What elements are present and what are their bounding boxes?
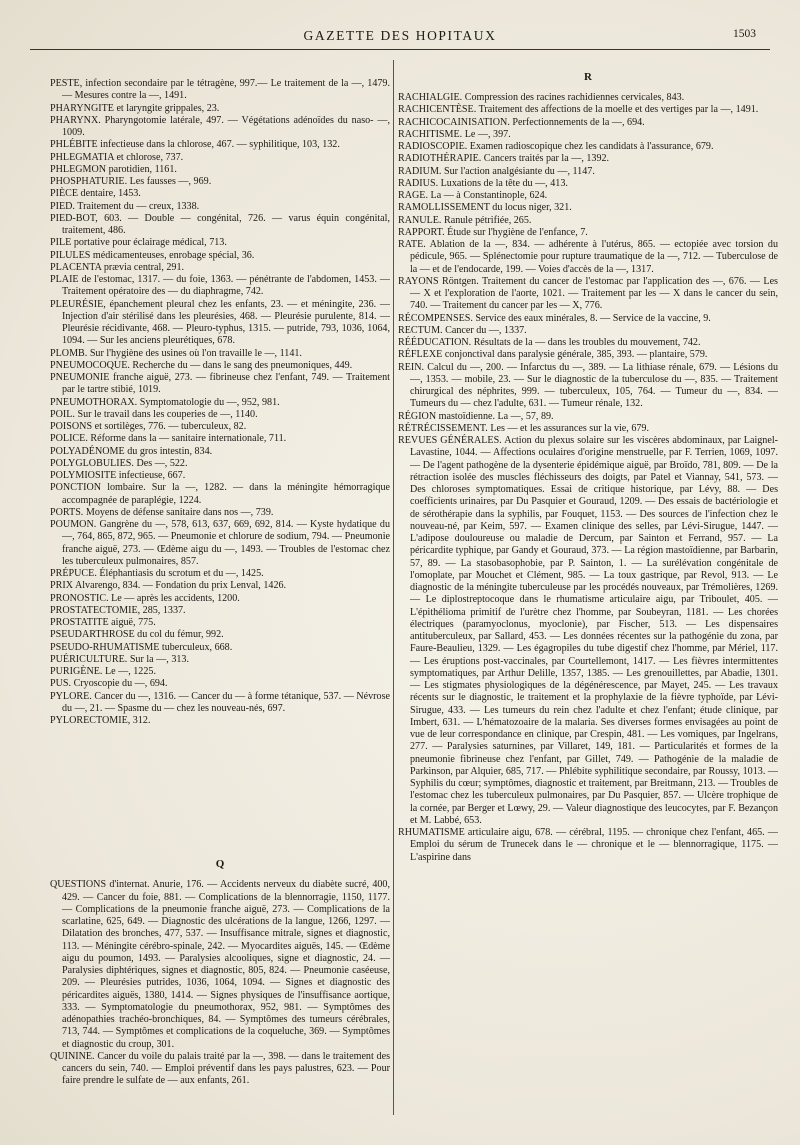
index-entry: PIÈCE dentaire, 1453. [50, 188, 141, 200]
column-divider [393, 60, 394, 1115]
index-entry: RAGE. La — à Constantinople, 624. [398, 190, 548, 201]
section-letter-r: R [584, 71, 592, 83]
index-entry: POUMON. Gangrène du —, 578, 613, 637, 669, 692, 814. — Kyste hydatique du —, 764, 865, 872, 965. — Pneumonie et chlorure de sodium, 794. — Pneumonie franche aiguë, 273. — Œdème aigu du —, 1493. — Troubles de l'estomac chez les tuberculeux pulmonaires, 857. [50, 519, 390, 567]
index-entry: POIL. Sur le travail dans les couperies de —, 1140. [50, 408, 258, 420]
page-header [30, 24, 770, 50]
index-entry: PONCTION lombaire. Sur la —, 1282. — dans la méningite hémorragique accompagnée de paraplégie, 1224. [50, 482, 390, 506]
index-entry: PUÉRICULTURE. Sur la —, 313. [50, 653, 189, 665]
left-column [50, 70, 390, 1127]
index-entry: RÉGION mastoïdienne. La —, 57, 89. [398, 410, 554, 422]
index-entry: PHARYNGITE et laryngite grippales, 23. [50, 102, 220, 114]
index-entry: RÉFLEXE conjonctival dans paralysie générale, 385, 393. — plantaire, 579. [398, 349, 708, 361]
index-entry: RAPPORT. Étude sur l'hygiène de l'enfance, 7. [398, 226, 588, 238]
index-entry: PHLÉBITE infectieuse dans la chlorose, 467. — syphilitique, 103, 132. [50, 139, 340, 151]
index-entry: PHOSPHATURIE. Les fausses —, 969. [50, 176, 212, 187]
index-entry: RAMOLLISSEMENT du locus niger, 321. [398, 202, 572, 214]
index-entry: PLEURÉSIE, épanchement pleural chez les enfants, 23. — et méningite, 236. — Injection d'air stérilisé dans les pleurésies, 468. — Pleurésie purulente, 814. — Pleurésie récidivante, 468. — Pleuro-typhus, 1315. — putride, 793, 1036, 1064, 1094. — Sur les anciens pleurétiques, 678. [50, 298, 390, 347]
index-entry: RATE. Ablation de la —, 834. — adhérente à l'utérus, 865. — ectopiée avec torsion du pédicule, 965. — Splénectomie pour rupture traumatique de la —, 712. — Tuberculose de la — et de l'endocarde, 199. — Voies d'accès de la —, 1317. [398, 239, 778, 275]
index-entry: PHARYNX. Pharyngotomie latérale, 497. — Végétations adénoïdes du naso- —, 1009. [50, 114, 390, 138]
index-entry: PLOMB. Sur l'hygiène des usines où l'on travaille le —, 1141. [50, 347, 302, 359]
index-entry: PURIGÈNE. Le —, 1225. [50, 666, 156, 677]
page-number: 1503 [733, 28, 756, 40]
index-entry: QUININE. Cancer du voile du palais traité par la —, 398. — dans le traitement des cancers du sein, 740. — Emploi préventif dans les pays palustres, 623. — Pour faire prendre le sulfate de — aux enfants, 261. [50, 1050, 390, 1087]
index-entry: RADIOTHÉRAPIE. Cancers traités par la —, 1392. [398, 153, 610, 165]
index-entry: PYLORECTOMIE, 312. [50, 715, 151, 726]
index-entry: PHLEGMATIA et chlorose, 737. [50, 151, 184, 163]
index-entry: POLYADÉNOME du gros intestin, 834. [50, 445, 213, 457]
index-entry: POLYGLOBULIES. Des —, 522. [50, 457, 188, 469]
section-letter-q: Q [215, 858, 225, 871]
index-entry: PIED. Traitement du — creux, 1338. [50, 200, 200, 212]
index-entry: RACHITISME. Le —, 397. [398, 128, 511, 140]
index-entry: RACHIALGIE. Compression des racines rachidiennes cervicales, 843. [398, 92, 685, 103]
index-entry: POLYMIOSITE infectieuse, 667. [50, 470, 186, 481]
index-entry: PRONOSTIC. Le — après les accidents, 1200. [50, 592, 240, 604]
index-entry: PNEUMONIE franche aiguë, 273. — fibrineuse chez l'enfant, 749. — Traitement par le tartre stibié, 1019. [50, 372, 390, 396]
index-entry: PRIX Alvarengo, 834. — Fondation du prix Lenval, 1426. [50, 580, 287, 592]
index-entry: RACHICOCAINISATION. Perfectionnements de la —, 694. [398, 116, 645, 128]
index-entry: PNEUMOCOQUE. Recherche du — dans le sang des pneumoniques, 449. [50, 359, 353, 371]
header-rule [30, 49, 770, 50]
index-entry: RÉÉDUCATION. Résultats de la — dans les troubles du mouvement, 742. [398, 337, 701, 348]
index-entry: QUESTIONS d'internat. Anurie, 176. — Accidents nerveux du diabète sucré, 400, 429. — Cancer du foie, 881. — Complications de la blennorragie, 1150, 1177. — Complications de la pneumonie franche aiguë, 273. — Complications de la scarlatine, 625, 649. — Diagnostic des ulcérations de la langue, 1266, 1297. — Dilatation des bronches, 477, 537. — Insuffisance mitrale, signes et diagnostic, 113. — Méningite cérébro-spinale, 242. — Myocardites aiguës, 145. — Œdème aigu du poumon, 1493. — Paralysies alcooliques, signe et diagnostic, 24. — Paralysies diphtériques, signes et diagnostic, 805, 824. — Pneumonie caséeuse, 209. — Pleurésies putrides, 1036, 1064, 1094. — Signes et diagnostic des péricardites aiguës, 1380, 1414. — Signes physiques de l'insuffisance aortique, 333. — Symptomatologie du pneumothorax, 952, 981. — Symptômes des adénopathies trachéo-bronchiques, 84. — Symptômes des tumeurs cérébrales, 713, 744. — Symptômes et complications de la coqueluche, 369. — Symptômes et diagnostic du croup, 301. [50, 879, 390, 1050]
index-entry: RÉCOMPENSES. Service des eaux minérales, 8. — Service de la vaccine, 9. [398, 312, 711, 324]
index-entry: PNEUMOTHORAX. Symptomatologie du —, 952, 981. [50, 396, 280, 408]
index-entry: PRÉPUCE. Éléphantiasis du scrotum et du —, 1425. [50, 568, 264, 579]
index-entry: PILE portative pour éclairage médical, 713. [50, 237, 227, 249]
index-entry: PESTE, infection secondaire par le tétragène, 997.— Le traitement de la —, 1479. — Mesures contre la —, 1491. [50, 78, 390, 102]
index-entry: POISONS et sortilèges, 776. — tuberculeux, 82. [50, 421, 247, 432]
index-entry: RADIUM. Sur l'action analgésiante du —, 1147. [398, 165, 595, 177]
right-column [398, 70, 778, 1127]
entries-p [50, 78, 390, 727]
index-entry: POLICE. Réforme dans la — sanitaire internationale, 711. [50, 433, 287, 445]
index-entry: RADIUS. Luxations de la tête du —, 413. [398, 177, 568, 189]
entries-q [50, 879, 390, 1087]
index-entry: RAYONS Röntgen. Traitement du cancer de l'estomac par l'application des —, 676. — Les — X et l'exploration de l'aorte, 1021. — Traitement par les — X dans le cancer du sein, 740. — Traitement du cancer par les — X, 776. [398, 275, 778, 312]
index-entry: PLACENTA prævia central, 291. [50, 261, 185, 273]
index-entry: PORTS. Moyens de défense sanitaire dans nos —, 739. [50, 506, 274, 518]
index-entry: RANULE. Ranule pétrifiée, 265. [398, 214, 532, 226]
index-entry: RÉTRÉCISSEMENT. Les — et les assurances sur la vie, 679. [398, 422, 649, 434]
index-entry: PIED-BOT, 603. — Double — congénital, 726. — varus équin congénital, traitement, 486. [50, 212, 390, 236]
index-entry: PILULES médicamenteuses, enrobage spécial, 36. [50, 249, 255, 261]
index-entry: PSEUDO-RHUMATISME tuberculeux, 668. [50, 641, 233, 653]
index-entry: RHUMATISME articulaire aigu, 678. — cérébral, 1195. — chronique chez l'enfant, 465. — Emploi du sérum de Trunecek dans le — chronique et le — blennorragique, 1175. — L'aspirine dans [398, 827, 778, 863]
index-entry: PHLEGMON parotidien, 1161. [50, 163, 177, 175]
index-entry: REIN. Calcul du —, 200. — Infarctus du —, 389. — La lithiase rénale, 679. — Lésions du —, 1353. — mobile, 23. — Sur le diagnostic de la tuberculose du —, 835. — Traitement chirurgical des néphrites, 999. — tuberculeux, 105, 764. — Tumeur du —, 834. — Tumeurs du — chez l'adulte, 631. — Tumeur rénale, 132. [398, 361, 778, 410]
index-entry: PUS. Cryoscopie du —, 694. [50, 678, 168, 690]
index-entry: PYLORE. Cancer du —, 1316. — Cancer du — à forme tétanique, 537. — Névrose du —, 21. — Spasme du — chez les nouveau-nés, 697. [50, 690, 390, 714]
index-entry: RADIOSCOPIE. Examen radioscopique chez les candidats à l'assurance, 679. [398, 141, 714, 152]
index-entry: PLAIE de l'estomac, 1317. — du foie, 1363. — pénétrante de l'abdomen, 1453. — Traitement opératoire des — du diaphragme, 742. [50, 274, 390, 298]
index-entry: PSEUDARTHROSE du col du fémur, 992. [50, 629, 224, 641]
index-entry: PROSTATITE aiguë, 775. [50, 617, 156, 628]
entries-r [398, 92, 778, 864]
journal-title: GAZETTE DES HOPITAUX [303, 28, 497, 43]
index-entry: REVUES GÉNÉRALES. Action du plexus solaire sur les viscères abdominaux, par Laignel-Lavastine, 1044. — Affections oculaires d'origine menstruelle, par F. Terrien, 1069, 1097. — De l'agent pathogène de la dysenterie épidémique aiguë, par Broïdo, 781, 809. — De la rétraction isolée des muscles fléchisseurs des doigts, par Patel et Viannay, 541, 573. — Des chloroses symptomatiques. Essai de critique historique, par Lévy, 88. — Des coefficients urinaires, par Du Pasquier et Gouraud, 1209. — Des essais de bactériologie et de sérothérapie dans la syphilis, par Fouquet, 1153. — Des sources de l'infection chez le nouveau-né, par Keim, 597. — Examen clinique des selles, par Lévi-Sirugue, 1447. — L'adipose douloureuse ou maladie de Dercum, par Sainton et Ferrand, 957. — La péricardite typhique, par Gandy et Gouraud, 373. — La région mastoïdienne, par Barbarin, 57, 89. — La stasobasophobie, par P. Sainton, 1. — La surélévation congénitale de l'omoplate, par Mouchet et Clément, 985. — La toux gastrique, par Revol, 913. — Le diagnostic de la méningite tuberculeuse par les procédés nouveaux, par Trémolières, 1269. — Le diplostreptocoque dans le rhumatisme articulaire aigu, par Triboulet, 405. — L'épithélioma primitif de l'urètre chez l'homme, par Soubeyran, 1181. — Les chorées électriques (paramyoclonus, myoclonie), par Fischer, 513. — Les dispensaires antituberculeux, par Sallard, 453. — Les données récentes sur la pathogénie du zona, par Faure-Beaulieu, 1329. — Les égagropiles du tube digestif chez l'homme, par Mériel, 117. — Les éruptions post-vaccinales, par Courtellemont, 1417. — Les fièvres intermittentes symptomatiques, par Arthur Delille, 1357, 1385. — Les grenouillettes, par Abadie, 1301. — Les stigmates physiologiques de la dégénérescence, par Mayet, 245. — Les travaux récents sur le diagnostic, le traitement et la prophylaxie de la fièvre typhoïde, par Lévi-Sirugue, 433. — Les tumeurs du rein chez l'adulte et chez l'enfant; étude clinique, par Imbert, 631. — L'hématozoaire de la malaria. Ses diverses formes envisagées au point de vue de leur correspondance en clinique, par Crespin, 481. — Les vomiques, par Ingelrans, 277. — Paralysies saturnines, par Villaret, 149, 181. — Particularités et formes de la pneumonie fibrineuse chez l'enfant, par Gillet, 749. — Pathogénie de la maladie de Parkinson, par Alquier, 685, 717. — Phlébite syphilitique secondaire, par Roussy, 1013. — Syphilis du cœur; symptômes, diagnostic et traitement, par Breitmann, 213. — Troubles de l'estomac chez les tuberculeux pulmonaires, par Du Pasquier, 857. — Ulcère trophique de la cornée, par Berger et Lœwy, 29. — Valeur diagnostique des leucocytes, par F. Bezançon et M. Labbé, 653. [398, 435, 778, 826]
index-entry: RECTUM. Cancer du —, 1337. [398, 324, 527, 336]
index-entry: PROSTATECTOMIE, 285, 1337. [50, 604, 186, 616]
index-entry: RACHICENTÈSE. Traitement des affections de la moelle et des vertiges par la —, 1491. [398, 104, 759, 116]
